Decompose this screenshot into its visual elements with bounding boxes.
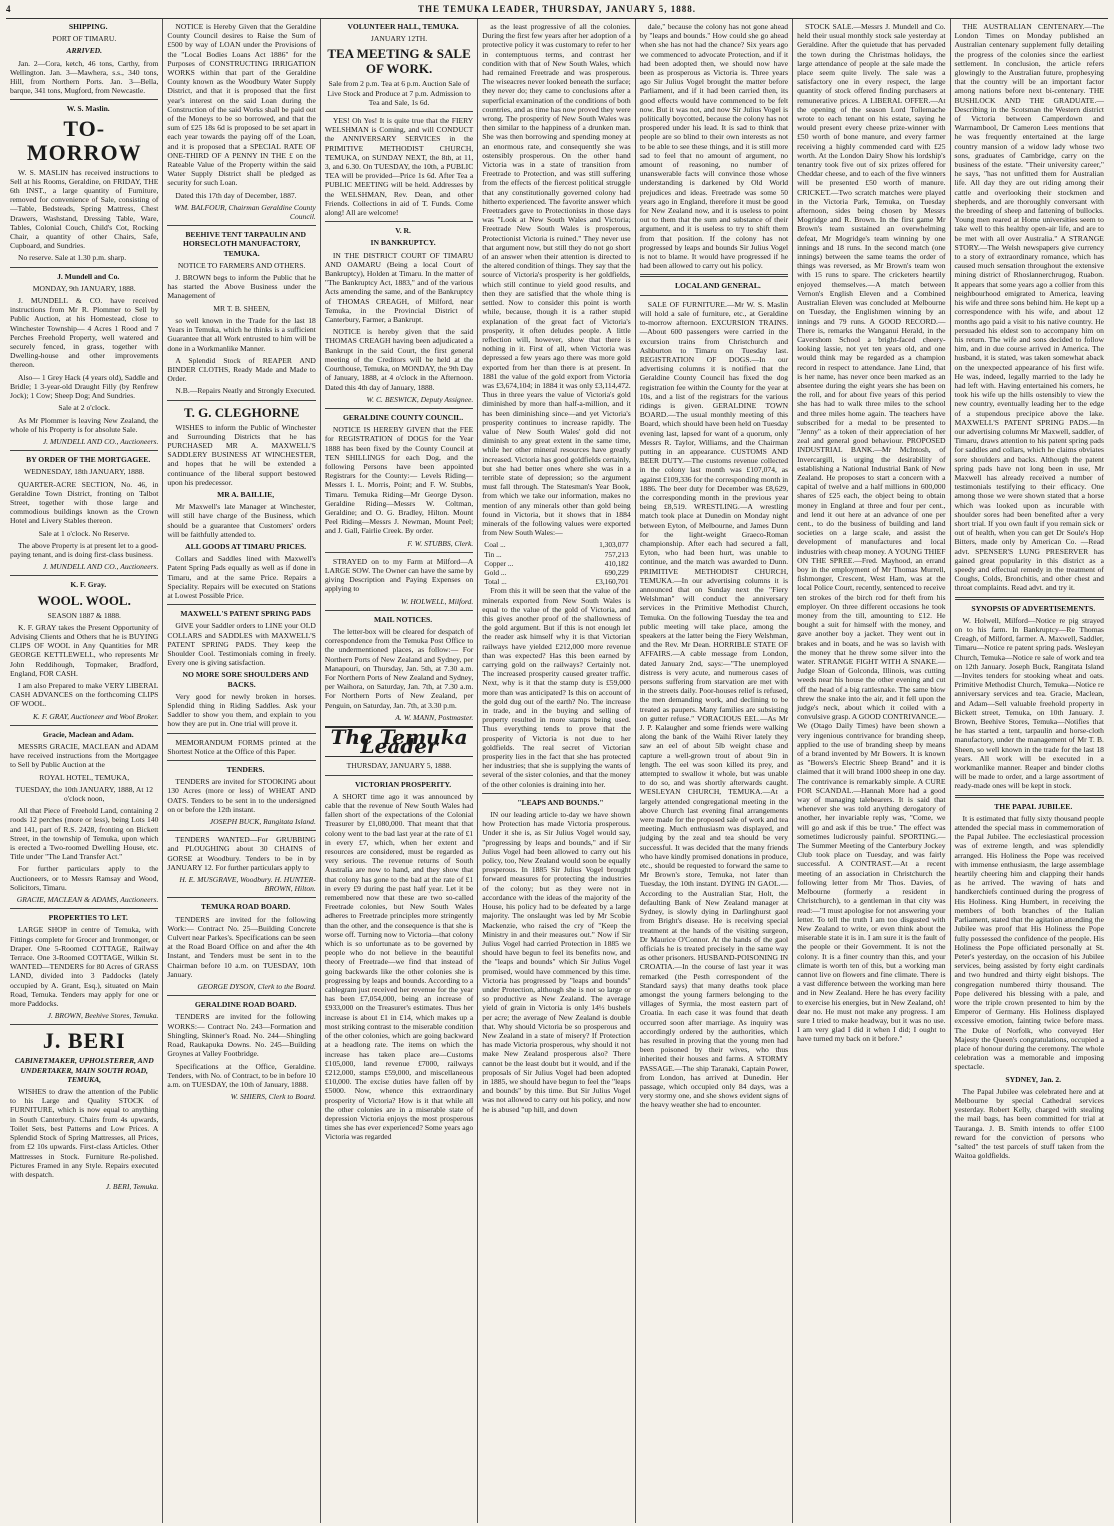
county-council-text: NOTICE IS HEREBY GIVEN that the FEE for REGISTRATION of DOGS for the Year 1888 has been fixed by the County Council at TEN SHILLINGS for each Dog, and the following Persons have been appointed Registrars for the County:— Levels Riding—Messrs I. L. Morris, Point; and F. W. Stubbs, Timaru. Temuka Riding—Mr George Dyson. Geraldine Riding—Messrs W. Coltman, Geraldine; and O. G. Bradley, Hilton. Mount Peel Riding—Messrs J. Newman, Mount Peel; and J. Gall, Fairlie Creek. By order. xyxy=(324,425,474,536)
county-council-heading: GERALDINE COUNTY COUNCIL. xyxy=(342,412,464,422)
synopsis-heading: SYNOPSIS OF ADVERTISEMENTS. xyxy=(971,603,1096,613)
gracie-date: TUESDAY, the 10th JANUARY, 1888, At 12 o'clock noon, xyxy=(15,784,154,803)
geraldine-road-signature: W. SHIERS, Clerk to Board. xyxy=(230,1092,316,1102)
columns xyxy=(6,19,1108,1523)
gracie-place: ROYAL HOTEL, TEMUKA, xyxy=(39,772,130,782)
synopsis-text: W. Holwell, Milford—Notice re pig strayed on to his farm. In Bankruptcy—Re Thomas Creagh, of Milford, farmer. A. Maxwell, Saddler, Timaru—Notice re patent spring pads. Wesleyan Church, Temuka—Notice re sale of work and tea on 12th January. Joseph Buck, Rangitata Island—Invites tenders for stooking wheat and oats. Primitive Methodist Church, Temuka—Notice re anniversary services and tea. Gracie, Maclean, and Adam—Sell valuable freehold property in Bickett street, Temuka, on 10th January. J. Brown, Beehive Stores, Temuka—Notifies that he has started a tent, tarpaulin and horse-cloth manufactory, under the management of Mr T. B. Sheen, so well known in the trade for the last 18 years. All work will be executed in a workmanlike manner. Reaper and binder cloths will be made to order, and a large assortment of ready-made ones will be kept in stock. xyxy=(954,615,1104,791)
cleghorne-headline: T. G. CLEGHORNE xyxy=(183,404,300,420)
mineral-name: Tin ... xyxy=(484,549,502,559)
mineral-exports-table xyxy=(482,540,630,586)
editorial-heading: VICTORIAN PROSPERITY. xyxy=(354,779,452,789)
timaru-prices: ALL GOODS AT TIMARU PRICES. xyxy=(185,541,307,551)
memorandum-text: MEMORANDUM FORMS printed at the Shortest Notice at the Office of this Paper. xyxy=(167,737,316,756)
mortgagee-signature: J. MUNDELL AND CO., Auctioneers. xyxy=(42,562,159,572)
gracie-text: MESSRS GRACIE, MACLEAN and ADAM have received instructions from the Mortgagee to Sell by Public Auction at the xyxy=(10,741,159,770)
mundell-sale: Sale at 2 o'clock. xyxy=(58,403,110,413)
gray-heading: K. F. Gray. xyxy=(70,580,107,590)
mineral-name: Coal ... xyxy=(484,540,506,550)
loan-notice-text: NOTICE is Hereby Given that the Geraldine County Council desires to Raise the Sum of £500 by way of LOAN under the Provisions of the "Local Bodies Loans Act 1886" for the Purposes of CONSTRUCTING IRRIGATION WORKS within that part of the Geraldine County known as the Woodbury Water Supply District, and that it is proposed that the first year's interest on the said Loan during the Construction of the said Works shall be paid out of the Moneys to be so borrowed, and that the sum of £25 18s 6d is proposed to be set apart in each year towards the paying off of the Loan, and it is proposed that a SPECIAL RATE OF ONE-THIRD OF A PENNY IN THE £ on the Rateable Value of the Property within the said Water Supply District shall be pledged as security for such Loan. xyxy=(167,22,316,188)
hall-heading: VOLUNTEER HALL, TEMUKA. xyxy=(347,22,459,31)
maslin-ad-text: W. S. MASLIN has received instructions to Sell at his Rooms, Geraldine, on FRIDAY, THE 6th INST., a large quantity of Furniture, removed for convenience of Sale, consisting of—Table, Bedsteads, Spring Mattress, Chest Drawers, Washstand, Dressing Table, Ware, Tables, Colonial Couch, Child's Cot, Rocking Chair, a quantity of other Chairs, Safe, Cupboard, and Sundries. xyxy=(10,167,159,251)
mundell-also: Also— 1 Grey Hack (4 years old), Saddle and Bridle; 1 3-year-old Draught Filly (by Renfrew Jock); 1 Cow; Sheep Dog; And Sundries. xyxy=(10,372,159,401)
cleghorne-text: WISHES to inform the Public of Winchester and Surrounding Districts that he has PURCHASED MR A. MAXWELL'S SADDLERY BUSINESS AT WINCHESTER, and hopes that he will be extended a continuance of the liberal support bestowed upon his predecessor. xyxy=(167,422,316,487)
page-header xyxy=(6,4,1108,19)
mundell-signature: J. MUNDELL AND CO., Auctioneers. xyxy=(42,436,159,446)
let-signature: J. BROWN, Beehive Stores, Temuka. xyxy=(47,1011,159,1021)
leaps-continued: dale," because the colony has not gone ahead by "leaps and bounds." How could she go ahead when she has not had the chance? Six years ago we commenced to advocate Protection, and if it had been adopted then, we should now have been as prosperous as Victoria is. Three years ago Sir Julius Vogel brought the matter before Parliament, and if it had been carried then, its good effects would have commenced to be felt now. But it was not, and now Sir Julius Vogel is politically boycotted, because the colony has not prospered under his lead. It is sad to think that people are so blind to their own interests as not to be able to see these things, and it is still more sad to feel that no amount of argument, no amount of reasoning, no number of unanswerable facts will convince those whose understanding is darkened by Old World prejudices and ideas. Freetrade was some 50 years ago in England, therefore it must be good for New Zealand now, and it is useless to point out to them that the sum and substance of their argument, and it is useless to try to shift them from that position. If the colony has not progressed by leaps and bounds Sir Julius Vogel is not to blame. It would have progressed if he had been allowed to carry out his policy. xyxy=(639,22,789,271)
shipping-heading: SHIPPING. xyxy=(68,22,108,31)
page-number: 4 xyxy=(6,4,12,14)
editorial-continued: as the least progressive of all the colonies. During the first few years after her adoption of a protective policy it was customary to refer to her in contemptuous terms, and contrast her condition with that of New South Wales, which had remained Freetrade and was prosperous. The wiseacres never looked beneath the surface; they never do; they came to conclusions after a superficial examination of the conditions of both countries, and as time has now proved they were wrong. The prosperity of New South Wales was then similar to the happiness of a drunken man. She was then borrowing and spending money at an enormous rate, and consequently she was ostensibly prosperous. On the other hand Victoria was in a state of transition from Freetrade to Protection, and was still suffering from the effects of the fiercest political struggle that any constitutionally governed colony had hitherto experienced. The favorite answer which Freetraders gave to Protectionists in those days was "Look at New South Wales and Victoria; Freetrade New South Wales is prosperous, Protectionist Victoria is ruined." They never use that argument now, but still they do not go short of an answer when their attention is directed to the altered condition of things. They say that the source of Victoria's prosperity is her goldfields, which still continue to yield good results, and then they are satisfied that the whole thing is settled. Now to consider this point is worth while, because, though it is a rather stupid explanation of the great fact of Victoria's prosperity, it often deludes people. A little reflection will, however, show that there is nothing in it. First of all, when Victoria was depressed a few years ago there was more gold exported from her than there is at present. In 1881 the value of the gold export from Victoria was £3,674,104; in 1884 it was only £3,114,472. Thus in three years the value of Victoria's gold diminished by more than half-a-million, and it has been diminishing since—and yet Victoria's prosperity continues to increase rapidly. The value of New South Wales' gold did not diminish to any great extent in the same time, while her other mineral resources have greatly increased. Victoria has good goldfields certainly, but she had better ones where she was in a terrible state of depression; so the argument must fall through. The Statesman's Year Book, from which we take our information, makes no mention of any minerals other than gold being found in Victoria, but it shows that in 1884 minerals of the following values were exported from New South Wales:— xyxy=(482,22,631,538)
baillie-text: Mr Maxwell's late Manager at Winchester, will still have charge of the Business, which should be a guarantee that Customers' orders will be faithfully attended to. xyxy=(167,502,316,539)
column-3 xyxy=(321,19,478,1523)
mortgagee-heading: BY ORDER OF THE MORTGAGEE. xyxy=(26,455,151,465)
maslin-reserve: No reserve. Sale at 1.30 p.m. sharp. xyxy=(18,253,127,263)
pads-heading: MAXWELL'S PATENT SPRING PADS xyxy=(180,609,311,619)
column-4 xyxy=(478,19,635,1523)
shipping-port: PORT OF TIMARU. xyxy=(52,34,117,44)
shipping-arrived: ARRIVED. xyxy=(66,46,103,56)
mail-signature: A. W. MANN, Postmaster. xyxy=(395,712,474,722)
column-5 xyxy=(636,19,793,1523)
beri-headline: J. BERI xyxy=(42,1028,126,1054)
mineral-name: Copper ... xyxy=(484,558,514,568)
mail-heading: MAIL NOTICES. xyxy=(373,614,433,624)
mortgagee-text: QUARTER-ACRE SECTION, No. 46, in Geraldine Town District, fronting on Talbot Street, together with those large and commodious buildings known as the Crown Hotel and Livery Stables thereon. xyxy=(10,479,159,526)
mortgagee-date: WEDNESDAY, 18th JANUARY, 1888. xyxy=(23,467,145,477)
tenders-wanted-signature: H. E. MUSGRAVE, Woodbury. H. HUNTER-BROWN, Hilton. xyxy=(179,875,316,894)
local-continued-2: THE AUSTRALIAN CENTENARY.—The London Times on Monday published an Australian centenary supplement fully detailing the progress of the colonies since the earliest settlement. In conclusion, the article refers glowingly to the Australian future, prophesying that the country will be an important factor among nations before next bi-centenary. THE BUSHLOCK AND THE GRADUATE.—Describing in the Scotsman the Western district of Victoria between Camperdown and Warrnambool, Dr Cameron Lees mentions that he was frequently entertained at the large country mansion of a widow lady whose two sons, graduates of Cambridge, carry on the business of the estate. "Their university career," he says, "has not unfitted them for Australian life. All day they are out riding among their cattle and overlooking their stockmen and shepherds, and are thoroughly conversant with the breeding of sheep and fattening of bullocks. Young men reared at Home universities seem to take well to this healthy open-air life, and are to be met with all over Australia." A STRANGE STORY.—The Welsh newspapers give currency to a story of extraordinary romance, which has caused much sensation throughout the extensive mining district of Rhoslannerchrugog, Ruabon. It appears that some years ago a collier from this neighbourhood emigrated to America, leaving his wife and three sons behind him. He kept up a correspondence with his wife, and about 12 months ago paid a visit to his native country. He persuaded his eldest son to accompany him on his return. The wife and sons decided to follow him, and in due course arrived in America. The husband, it is stated, was taken somewhat aback on the unexpected appearance of his first wife. He was, indeed, legally married to the lady he had left with. Having entertained his comers, he took his wife up the hills ostensibly to view the new country, eventually leading her to the edge of a stupendous precipice above the lake. MAXWELL'S PATENT SPRING PADS.—In our advertising columns Mr Maxwell, saddler, of Timaru, draws attention to his patent spring pads for saddles and collars, which he claims obviates sore shoulders and backs. Although the patent spring pads have not long been in use, Mr Maxwell has already received a number of testimonials testifying to their efficacy. One among those we were shown stated that a horse which was looked upon as incurable with shoulder sores had been benefited after a very short trial. If you own fault if you remain sick or out of health, when you can get Dr Soule's Hop Bitters, made only by American Co. —Read advt. SPENSER'S LUNG PRESERVER has gained great popularity in this district as a speedy and effectual remedy in the treatment of Coughs, Colds, Bronchitis, and other chest and throat complaints. Read advt. and try it. xyxy=(954,22,1104,593)
mineral-exports-row xyxy=(482,540,630,549)
beri-text: WISHES to draw the attention of the Public to his Large and Quality STOCK of FURNITURE, which is now equal to anything in South Canterbury. Chairs from 4s upwards, Toilet Sets, best Patterns and Low Prices. A Splendid Stock of Spring Mattresses, all Prices, from £2 10s upwards. First-class Articles. Other Mattresses in Stock. Furniture Re-polished. Pictures Framed in any Style. Repairs executed with despatch. xyxy=(10,1087,159,1179)
beehive-note: N.B.—Repairs Neatly and Strongly Executed. xyxy=(175,386,316,396)
tomorrow-headline: TO-MORROW xyxy=(26,115,142,165)
baillie-heading: MR A. BAILLIE, xyxy=(217,489,275,499)
gracie-text-2: All that Piece of Freehold Land, containing 2 roods 12 perches (more or less), being Lots 140 and 141, part of R.S. 2428, fronting on Bickett Street, in the township of Temuka, upon which is erected a Two-roomed Dwelling House, etc. Title under "The Land Transfer Act." xyxy=(10,806,159,862)
pads-text: GIVE your Saddler orders to LINE your OLD COLLARS and SADDLES with MAXWELL'S PATENT SPRING PADS. They keep the Shoulder Cool. Testimonials coming in freely. Every one is giving satisfaction. xyxy=(167,621,316,668)
sydney-text: The Papal Jubilee was celebrated here and at Melbourne by special Cathedral services yesterday. Robert Kelly, charged with stealing the mail bags, has been committed for trial at Tauranga. J. B. Smith intends to offer £100 reward for the conviction of persons who "salted" the test parcels of stuff taken from the Waitoa goldfields. xyxy=(954,1086,1104,1161)
mundell-text: J. MUNDELL & CO. have received instructions from Mr R. Plommer to Sell by Public Auction, at his Homestead, close to Winchester Township— 4 Acres 1 Rood and 7 Perches Freehold Property, well watered and securely fenced, in grass, together with Dwelling-house and other improvements thereon. xyxy=(10,296,159,370)
mundell-heading: J. Mundell and Co. xyxy=(57,271,120,281)
vr-mark: V. R. xyxy=(395,226,411,236)
hall-date: JANUARY 12TH. xyxy=(370,34,428,44)
beri-signature: J. BERI, Temuka. xyxy=(105,1182,159,1192)
sydney-heading: SYDNEY, Jan. 2. xyxy=(1005,1074,1062,1084)
leaps-text: IN our leading article to-day we have shown how Protection has made Victoria prosperous. Under it she is, as Sir Julius Vogel would say, "progressing by leaps and bounds," and if Sir Julius Vogel had been allowed to carry out his policy, too, New Zealand would soon be equally prosperous. In 1885 Sir Julius Vogel brought forward measures for protecting the industries of the colony; but as they were not in accordance with the ideas of the majority of the House, his policy had to be defeated by a large majority. The onslaught was led by Mr Scobie Mackenzie, who raised the cry of "Keep the Ministry in and their measures out." Now if Sir Julius Vogel had carried Protection in 1885 we should have begun to feel its benefits now, and the "leaps and bounds" which Sir Julius Vogel promised, would have commenced by this time. Victoria has progressed by "leaps and bounds" under Protection, although she is not so large or so productive as New Zealand. The average yield of grain in Victoria is only 14½ bushels per acre; the average of New Zealand is double that. Why should Victoria be so prosperous and New Zealand in a state of misery? If Protection has made Victoria prosperous, why should it not make New Zealand prosperous also? There cannot be the least doubt but it would, and if the proposals of Sir Julius Vogel had been adopted in 1885, we should have begun to feel the "leaps and bounds" by this time. But Sir Julius Vogel was not allowed to carry out his policy, and now he is abused "up hill, and down xyxy=(482,810,631,1114)
let-heading: PROPERTIES TO LET. xyxy=(48,913,128,923)
wool-text: K. F. GRAY takes the Present Opportunity of Advising Clients and Others that he is BUYING CLIPS OF WOOL in Any Quantities for MR GEORGE KETTLEWELL, who represents Mr John Reddihough, Topmaker, Bradford, England, FOR CASH. xyxy=(10,622,159,678)
jubilee-text: It is estimated that fully sixty thousand people attended the special mass in commemoration of the Papal Jubilee. The ecclesiastical procession was of extreme length, and was splendidly arranged. His Holiness the Pope was received with immense enthusiasm, the large assemblage heartily cheering him and clapping their hands as he arrived. The waving of hats and handkerchiefs continued during the progress of His Holiness. King Humbert, in receiving the members of both branches of the Italian Parliament, stated that the agitation attending the Jubilee was proof that His Holiness the Pope fully possessed the confidence of the people. His Holiness the Pope officiated personally at St. Peter's yesterday, on the occasion of his Jubilee services, being assisted by forty eight cardinals and two hundred and thirty eight bishops. The congregation numbered thirty thousand. The Pope delivered his blessing with a pale, and wore the triple crown presented to him by the Emperor of Germany. His Holiness displayed excessive emotion, fainting twice before mass. The Duke of Norfolk, who conveyed Her Majesty the Queen's congratulations, occupied a place of honour during the ceremony. The whole celebration was a memorable and imposing spectacle. xyxy=(954,813,1104,1072)
bankruptcy-signature: W. C. BESWICK, Deputy Assignee. xyxy=(366,394,474,404)
mineral-name: Gold ... xyxy=(484,567,507,577)
wool-text-2: I am also Prepared to make VERY LIBERAL CASH ADVANCES on the forthcoming CLIPS OF WOOL. xyxy=(10,680,159,709)
geraldine-road-text-2: Specifications at the Office, Geraldine. Tenders, with No. of Contract, to be in before 10 a.m. on TUESDAY, the 10th of January, 1888. xyxy=(167,1061,316,1089)
beehive-heading: BEEHIVE TENT TARPAULIN AND HORSECLOTH MANUFACTORY, TEMUKA. xyxy=(182,230,306,258)
beehive-subheading: NOTICE TO FARMERS AND OTHERS. xyxy=(177,260,306,270)
mineral-value: 1,303,077 xyxy=(599,540,629,550)
nameplate-date: THURSDAY, JANUARY 5, 1888. xyxy=(346,761,452,771)
column-7 xyxy=(951,19,1108,1523)
wool-season: SEASON 1887 & 1888. xyxy=(47,610,121,620)
tenders-heading: TENDERS. xyxy=(226,765,265,775)
column-2 xyxy=(163,19,320,1523)
tenders-wanted-text: TENDERS WANTED—For GRUBBING and PLOUGHING about 30 CHAINS of GORSE at Woodbury. Tenders to be in by JANUARY 12. For further particulars apply to xyxy=(167,835,316,872)
mineral-value: 690,229 xyxy=(604,567,629,577)
mundell-note: As Mr Plommer is leaving New Zealand, the whole of his Property is for absolute Sale. xyxy=(10,415,159,434)
bankruptcy-text: IN THE DISTRICT COURT OF TIMARU AND OAMARU (Being a local Court of Bankruptcy), Holden at Timaru. In the matter of "The Bankruptcy Act, 1883," and of the various Acts amending the same, and of the Bankruptcy of THOMAS CREAGH, of Milford, near Temuka, in the Provincial District of Canterbury, Farmer, a Bankrupt. xyxy=(324,250,474,325)
editorial-continued-2: From this it will be seen that the value of the minerals exported from New South Wales is equal to the value of the gold of Victoria, and this gives another proof of the shallowness of the gold argument. But if this is not enough let the reader ask himself why it is that Victorian railways have yielded £212,000 more revenue than was expected? Has this been earned by carrying gold on the railways? Certainly not. The increased prosperity caused greater traffic. Next, why is it that the stamp duty is £59,000 more than was anticipated? Is this on account of the gold dug out of the earth? No. The increase in trade, and in the buying and selling of property resulted in more stamps being used. Thus everything tends to prove that the prosperity of Victoria is not due to her goldfields. The real secret of Victorian prosperity lies in the fact that she has protected her industries; that she is supplying the wants of several of the sister colonies, and that the money of the other colonies is draining into her. xyxy=(482,586,631,789)
column-6 xyxy=(793,19,950,1523)
welshman-text: YES! Oh Yes! It is quite true that the FIERY WELSHMAN is Coming, and will CONDUCT the ANNIVERSARY SERVICES in the PRIMITIVE METHODIST CHURCH, TEMUKA, on SUNDAY NEXT, the 8th, at 11, 3, and 6.30. On TUESDAY, the 10th, a PUBLIC TEA will be provided—Price 1s 6d. After Tea a PUBLIC MEETING will be held. Addresses by the WELSHMAN, Rev. Dean, and other Friends. Collections in aid of T. Funds. Come along! All are welcome! xyxy=(324,116,474,218)
geraldine-road-heading: GERALDINE ROAD BOARD. xyxy=(194,1000,297,1010)
local-heading: LOCAL AND GENERAL. xyxy=(674,281,761,291)
pads-text-2: Very good for newly broken in horses. Splendid thing in Riding Saddles. Ask your Saddler to show you them, and explain to you how they are put in. One trial will prove it. xyxy=(167,691,316,729)
strayed-text: STRAYED on to my Farm at Milford—A LARGE SOW. The Owner can have the same by giving Description and Paying Expenses on applying to xyxy=(324,556,474,594)
mineral-exports-row xyxy=(482,550,630,559)
mortgagee-note: The above Property is at present let to a good-paying tenant, and is doing first-class business. xyxy=(10,540,159,559)
tenders-text: TENDERS are invited for STOOKING about 130 Acres (more or less) of WHEAT AND OATS. Tenders to be sent in to the undersigned on or before the 12th instant. xyxy=(167,777,316,814)
tea-meeting-headline: TEA MEETING & SALE OF WORK. xyxy=(327,46,471,77)
mineral-value: 410,182 xyxy=(604,558,629,568)
strayed-signature: W. HOLWELL, Milford. xyxy=(400,596,474,606)
jubilee-heading: THE PAPAL JUBILEE. xyxy=(994,801,1073,811)
nameplate xyxy=(325,726,473,757)
editorial-text: A SHORT time ago it was announced by cable that the revenue of New South Wales had fallen short of the expectations of the Colonial Treasurer by £1,080,000. That meant that that colony went to the bad last year at the rate of £1 in every £7, which, when her extent and resources are considered, must be regarded as very serious. The revenue returns of South Australia are now to hand, and they show that that colony has gone to the bad at the rate of £1 in every £9 during the past half year. Let it be remembered now that these are two so-called Freetrade colonies, but New South Wales adheres to Freetrade principles more stringently than the other, and the consequence is that she is worse off. Turning now to Victoria—that colony which is so unfortunate as to be governed by people who do not believe in the beautiful theory of Freetrade—we find that instead of going backwards like the other colonies she is progressing by leaps and bounds. According to a cablegram just received her revenue for the year has been £7,054,000, being an increase of £933,000 on the Treasurer's estimates. Thus her increase is about £1 in £14, which makes up a most striking contrast to the miserable condition of the other colonies, which are going backward at a headlong rate. The items on which the increase has taken place are—Customs £105,000, land revenue £7000, railways £212,000, stamps £59,000, and miscellaneous £10,000. The excise duties have fallen off by £5000. Now, whence this extraordinary prosperity of Victoria? How is it that while all the other colonies are in a miserable state of depression Victoria enjoys the most prosperous times she has ever experienced? Some years ago Victoria was regarded xyxy=(324,791,474,1142)
bankruptcy-text-2: NOTICE is hereby given that the said THOMAS CREAGH having been adjudicated a Bankrupt in the said Court, the first general meeting of the Creditors will be held at the Courthouse, Temuka, on MONDAY, the 9th Day of January, 1888, at 4 o'clock in the Afternoon. Dated this 4th day of January, 1888. xyxy=(324,327,474,392)
loan-notice-signature: WM. BALFOUR, Chairman Geraldine County Council. xyxy=(174,202,316,222)
mineral-value: 757,213 xyxy=(604,549,629,559)
beehive-text: J. BROWN begs to inform the Public that he has started the Above Business under the Management of xyxy=(167,273,316,301)
mail-text: The letter-box will be cleared for despatch of correspondence from the Temuka Post Office to the undermentioned places, as follow:— For Northern Ports of New Zealand and Sydney, per Manapouri, on Thursday, Jan. 5th, at 7.30 a.m. For Northern Ports of New Zealand and Sydney, per Waihora, on Saturday, Jan. 7th, at 7.30 a.m. For Northern Ports of New Zealand, per Penguin, on Saturday, Jan. 7th, at 3.30 p.m. xyxy=(324,626,474,710)
geraldine-road-text: TENDERS are invited for the following WORKS:— Contract No. 243—Formation and Shingling, Skinner's Road. No. 244—Shingling Road, Raukapuka Downs. No. 245—Building Groynes at Valley Footbridge. xyxy=(167,1012,316,1059)
pads-slogan: NO MORE SORE SHOULDERS AND BACKS. xyxy=(182,670,309,689)
local-text: SALE OF FURNITURE.—Mr W. S. Maslin will hold a sale of furniture, etc., at Geraldine to-morrow afternoon. EXCURSION TRAINS.—About 600 passengers were carried in the excursion trains from Christchurch and Ashburton to Timaru on Tuesday last. REGISTRATION OF DOGS.—In our advertising columns it is notified that the Geraldine County Council has fixed the dog registration fee within the County for the year at 10s, and a list of the registrars for the various ridings is given. GERALDINE TOWN BOARD.—The usual monthly meeting of this Board, which should have been held on Tuesday evening last, lapsed for want of a quorum, only Messrs R. Taylor, Williams, and the Chairman putting in an appearance. CUSTOMS AND BEER DUTY.—The customs revenue collected in the colony last month was £107,074, as against £109,336 for the corresponding month in 1886. The beer duty for December was £8,629, the corresponding month in the previous year being £8,519. WRESTLING.—A wrestling match took place at Dunedin on Monday night between Eyton, of Melbourne, and James Dunn for the light-weight Graeco-Roman championship. After each had secured a fall, Eyton, who had been hurt, was unable to continue, and the match was awarded to Dunn. PRIMITIVE METHODIST CHURCH, TEMUKA.—In our advertising columns it is announced that on Sunday next the "Fiery Welshman" will conduct the anniversary services in the Primitive Methodist Church, Temuka. On the following Tuesday the tea and public meeting will take place, among the speakers at the latter being the Fiery Welshman, and the Rev. Mr Dean. HORRIBLE STATE OF AFFAIRS.—A cable message from London, dated January 2nd, says:—"The unemployed distress is very acute, and numerous cases of persons suffering from starvation are met with in the streets daily. Poor-houses relief is refused, the men demanding work, and declining to be treated as paupers. Many families are subsisting on gutter refuse." VORACIOUS EEL.—As Mr J. P. Kalaugher and some friends were walking along the bank of the Waihi River lately they saw an eel of about 5lb weight chase and capture a well-grown trout of about 9in in length. The eel was soon killed its prey, and attempted to swallow it whole, but was unable to do so, and was shortly afterwards caught. WESLEYAN CHURCH, TEMUKA.—At a largely attended congregational meeting in the above Church last evening final arrangements were made for the proposed sale of work and tea meeting. Much enthusiasm was displayed, and judging by the zeal and tea should be very successful. It was decided that the many friends who have kindly promised donations in produce, etc., should be requested to forward the same to Mr Brown's store, Temuka, not later than Tuesday, the 10th instant. DYING IN GAOL.—According to the Australian Star, Holt, the defaulting Bank of New Zealand manager at Sydney, is slowly dying in Darlinghurst gaol from Bright's disease. He is receiving special treatment at the hands of the visiting surgeon, Dr Maurice O'Connor. At the hands of the gaol officials he is treated precisely in the same way as other prisoners. HUSBAND-POISONING IN CROATIA.—In the course of last year it was remarked (the Pesth correspondent of the Standard says) that many deaths took place amongst the young farmers belonging to the villages of Syrmia, the most eastern part of Croatia. In each case it was found that death occurred soon after marriage. As inquiry was accordingly ordered by the authorities, which has resulted in proving that the young men had been poisoned by their wives, who thus inherited their houses and farms. A STORMY PASSAGE.—The ship Taranaki, Captain Power, from London, has arrived at Dunedin. Her passage, which occupied only 84 days, was a very stormy one, and she shows evident signs of the heavy weather she had to encounter. xyxy=(639,299,789,1110)
wool-headline: WOOL. WOOL. xyxy=(37,592,131,608)
loan-notice-date: Dated this 17th day of December, 1887. xyxy=(175,190,297,200)
nameplate-title: The Temuka Leader xyxy=(330,725,468,759)
tea-meeting-text: Sale from 2 p.m. Tea at 6 p.m. Auction Sale of Live Stock and Produce at 7 p.m. Admission to Tea and Sale, 1s 6d. xyxy=(327,79,471,107)
beehive-text-2: so well known in the Trade for the last 18 Years in Temuka, which he thinks is a sufficient Guarantee that all Work entrusted to him will be done in a Workmanlike Manner. xyxy=(167,315,316,353)
gracie-text-3: For further particulars apply to the Auctioneers, or to Messrs Ramsay and Wood, Solicitors, Timaru. xyxy=(10,864,159,892)
total-label: Total ... xyxy=(484,577,507,587)
collars-text: Collars and Saddles lined with Maxwell's Patent Spring Pads equally as well as if done in Timaru, and at the same Price. Repairs a Speciality. Repairs will be executed on Stations at Lowest Possible Price. xyxy=(167,554,316,600)
mortgagee-sale: Sale at 1 o'clock. No Reserve. xyxy=(38,528,130,538)
beri-subtitle: CABINETMAKER, UPHOLSTERER, AND UNDERTAKER, MAIN SOUTH ROAD, TEMUKA, xyxy=(14,1056,154,1084)
gracie-signature: GRACIE, MACLEAN & ADAMS, Auctioneers. xyxy=(16,895,159,905)
let-text: LARGE SHOP in centre of Temuka, with Fittings complete for Grocer and Ironmonger, or Draper. One 5-Roomed COTTAGE, Railway Terrace. One 3-Roomed COTTAGE, Wilkin St. WANTED—TENDERS for 80 Acres of GRASS LAND, divided into 3 Paddocks (lately occupied by A. Grant, Esq.), situated on Main Road, Temuka. Tenders may apply for one or more Paddocks. xyxy=(10,925,159,1009)
shipping-text: Jan. 2—Cora, ketch, 46 tons, Carthy, from Wellington. Jan. 3—Mawhera, s.s., 340 tons, Hill, from Northern Ports. Jan. 3—Bella, barque, 341 tons, Mugford, from Newcastle. xyxy=(10,58,159,96)
county-council-signature: F. W. STUBBS, Clerk. xyxy=(407,538,474,548)
mineral-exports-total xyxy=(482,577,630,586)
gracie-heading: Gracie, Maclean and Adam. xyxy=(42,729,134,739)
total-value: £3,160,701 xyxy=(595,577,629,587)
page-header-title: THE TEMUKA LEADER, THURSDAY, JANUARY 5, 1888. xyxy=(418,4,696,14)
road-board-text: TENDERS are invited for the following Work:— Contract No. 25—Building Concrete Culvert near Parkes's. Specifications can be seen at the Road Board Office on and after the 4th Instant, and Tenders must be sent in to the Chairman before 10 a.m. on TUESDAY, 10th January. xyxy=(167,914,316,979)
mundell-date: MONDAY, 9th JANUARY, 1888. xyxy=(32,283,136,293)
beehive-text-3: A Splendid Stock of REAPER AND BINDER CLOTHS, Ready Made and Made to Order. xyxy=(167,355,316,384)
maslin-heading: W. S. Maslin. xyxy=(66,104,110,114)
beehive-manager: MR T. B. SHEEN, xyxy=(213,303,270,313)
road-board-heading: TEMUKA ROAD BOARD. xyxy=(201,902,291,912)
local-continued: STOCK SALE.—Messrs J. Mundell and Co. held their usual monthly stock sale yesterday at Geraldine. After the quietude that has pervaded the town during the Christmas holidays, the large attendance of people at the sale made the place seem quite lively. The sale was a satisfactory one in every respect, the large quantity of stock offered finding purchasers at remunerative prices. A LIBERAL OFFER.—At the opening of the season Lord Tollemache wrote to each tenant on his estate, saying he would present every cheese prize-winner with £50 worth of bone manure, and every farmer receiving a highly commended card with £25 worth. At the London Dairy Show his lordship's tenantry took five out of six prizes offered for Cheddar cheese, and to each of the five winners will be presented £50 worth of manure. CRICKET.—Two scratch matches were played in the Victoria Park, Temuka, on Tuesday afternoon, sides being chosen by Messrs Mogridge and R. Brown. In the first game Mr Brown's team sustained an overwhelming defeat, Mr Mogridge's team winning by one innings and 18 runs. In the second match (one innings) between the same teams the order of things was reversed, as Mr Brown's team won with 15 runs to spare. The cricketers heartily enjoyed themselves.—A match between Vernon's English Eleven and a Combined Australian Eleven was concluded at Melbourne on Tuesday, the Englishmen winning by an innings and 79 runs. A GOOD RECORD.—There is, remarks the Wanganui Herald, in the Cavershom School a bright-faced cheery-looking lassie, not yet ten years old, and one would think may be regarded as a champion record in respect to attendance. Jane Lind, that is her name, has never once been marked as an absentee during the eight years she has been on the roll, and for about five years of this period she has had to walk three miles to the school and three miles home again. The teachers have subscribed for a medal to be presented to "Jenny" as a token of their appreciation of her zeal and general good behaviour. PROPOSED INDUSTRIAL BANK.—Mr McIntosh, of Invercargill, is urging the desirability of establishing a National Industrial Bank of New Zealand. He proposes to start a concern with a capital of twelve and a half millions in 600,000 shares of £25 each, the object being to obtain money in England at three and four per cent., and lend it out here at an advance of one per cent., to do the business of building and land societies on a large scale, and assist the development of manufactures and local industries with cheap money. A YOUNG THIEF ON THE SPREE.—Fred. Mayhood, an errand boy in the employment of Mr Thomas Murrell, fishmonger, Crescent, West Ham, was at the local Police Court, recently, sentenced to receive ten strokes of the birch rod for theft from his employer. On three different occasions he took money from the till, amounting to £12. He bought a suit for himself with the money, and gave another boy a jacket. They went out in brakes and in boats, and he was so lavish with the money that he threw some silver into the water. STRANGE FIGHT WITH A SNAKE.—Judge Sloan of Golconda, Illinois, was cutting weeds near his house the other evening and cut off the head of a big rattlesnake. The same blow threw the snake into the air, and it fell upon the judge's neck, about which it coiled with a convulsive grasp. A GOOD CONTRIVANCE.—We (Otago Daily Times) have been shown a very ingenious contrivance for branding sheep, applied to the use of branding sheep by means of a brand invented by Mr Bowers. It is known as "Bowers's Electric Sheep Brand" and it is claimed that it will brand 1000 sheep in one day. The contrivance is remarkably simple. A CURE FOR SCANDAL.—Hannah More had a good way of managing talebearers. It is said that whenever she was told anything derogatory of another, her invariable reply was, "Come, we will go and ask if this be true." The effect was sometimes ludicrously painful. SPORTING.—The Summer Meeting of the Canterbury Jockey Club took place on Tuesday, and was fairly successful. A CONTRAST.—At a recent meeting of an association in Christchurch the following letter from Mr Thos. Davies, of Melbourne (formerly a resident in Christchurch), to a gentleman in that city was read:—"I must apologise for not answering your letter. To tell the truth I am too disgusted with New Zealand to write, or even think about the miserable state it is in. I am sure it is the fault of the people or their Government. It is not the colony. It is a finer country than this, and your climate is worth ten of this, but a working man cannot live on flowers and fine climate. There is a vast difference between the working man here and in New Zealand. Here he has every facility to exercise his energies, but in New Zealand, oh! dear no. He must not make any progress. I am sure I tried to make headway, but it was no use. I am very glad I did it when I did; I ought to have turned my back on it before." xyxy=(797,22,946,1044)
column-1 xyxy=(6,19,163,1523)
mineral-exports-row xyxy=(482,559,630,568)
leaps-heading: "LEAPS AND BOUNDS." xyxy=(517,797,604,807)
wool-signature: K. F. GRAY, Auctioneer and Wool Broker. xyxy=(32,711,159,721)
bankruptcy-heading: IN BANKRUPTCY. xyxy=(370,238,436,248)
tenders-signature: JOSEPH BUCK, Rangitata Island. xyxy=(209,817,316,827)
mineral-exports-row xyxy=(482,568,630,577)
road-board-signature: GEORGE DYSON, Clerk to the Board. xyxy=(197,982,316,992)
